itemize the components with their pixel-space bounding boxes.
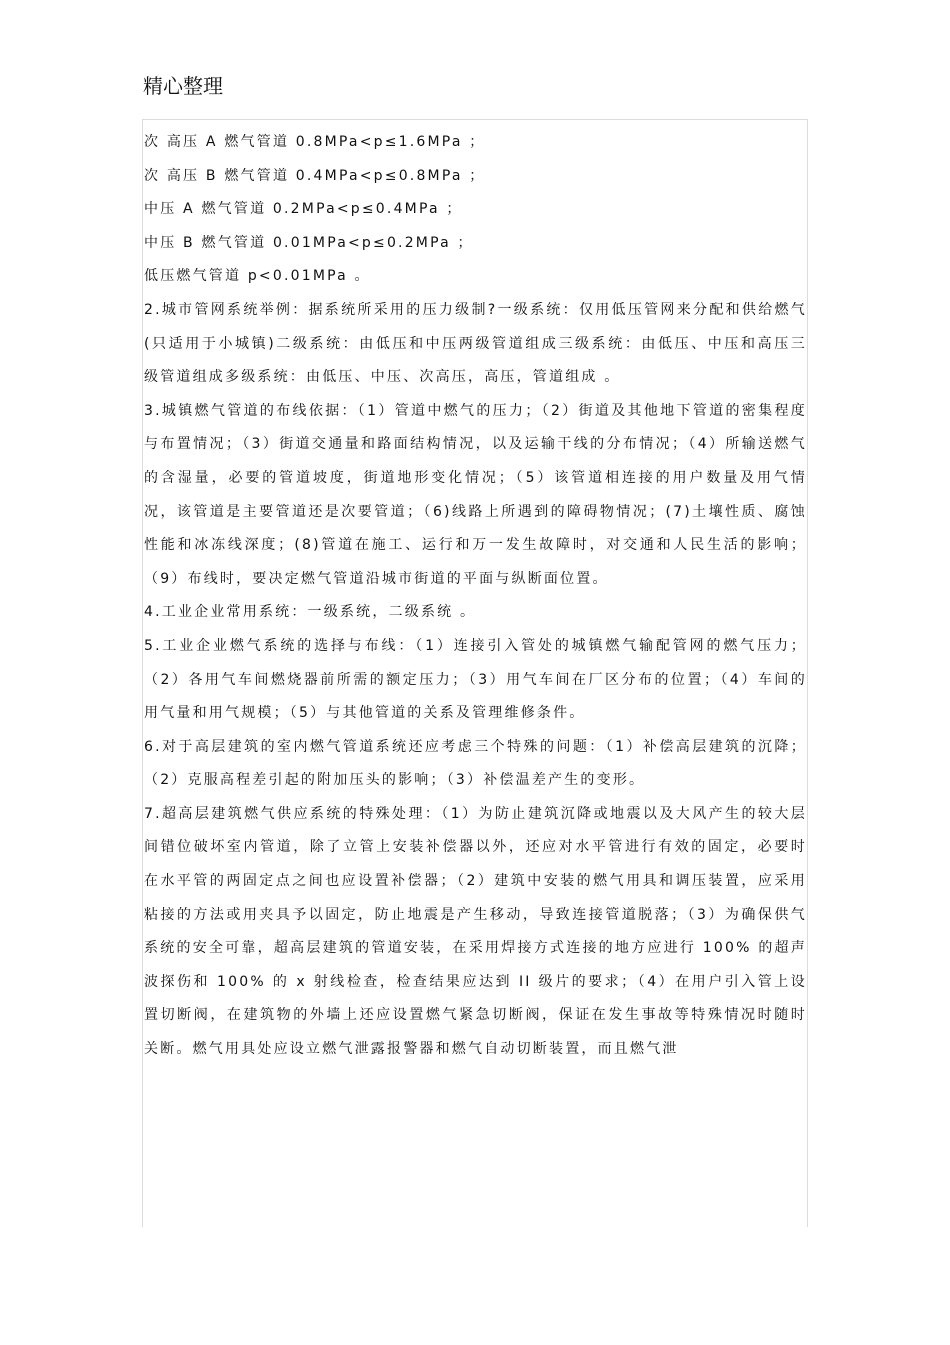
paragraph-3-routing-basis: 3.城镇燃气管道的布线依据：（1）管道中燃气的压力；（2）街道及其他地下管道的密集程度与布置情况；（3）街道交通量和路面结构情况，以及运输干线的分布情况；（4）所输送燃气的含湿量，必要的管道坡度，街道地形变化情况；（5）该管道相连接的用户数量及用气情况，该管道是主要管道还是次要管道；（6)线路上所遇到的障碍物情况；(7)土壤性质、腐蚀性能和冰冻线深度；(8)管道在施工、运行和万一发生故障时，对交通和人民生活的影响；（9）布线时，要决定燃气管道沿城市街道的平面与纵断面位置。 <box>144 402 807 587</box>
paragraph-5-industrial-selection: 5.工业企业燃气系统的选择与布线：（1）连接引入管处的城镇燃气输配管网的燃气压力；（2）各用气车间燃烧器前所需的额定压力；（3）用气车间在厂区分布的位置；（4）车间的用气量和用气规模；（5）与其他管道的关系及管理维修条件。 <box>144 637 807 722</box>
document-content <box>143 120 807 1067</box>
pressure-line-4: 中压 B 燃气管道 0.01MPa<p≤0.2MPa ； <box>144 234 474 251</box>
paragraph-7-super-high-rise: 7.超高层建筑燃气供应系统的特殊处理：（1）为防止建筑沉降或地震以及大风产生的较大层间错位破坏室内管道，除了立管上安装补偿器以外，还应对水平管进行有效的固定，必要时在水平管的两固定点之间也应设置补偿器；（2）建筑中安装的燃气用具和调压装置，应采用粘接的方法或用夹具予以固定，防止地震是产生移动，导致连接管道脱落；（3）为确保供气系统的安全可靠，超高层建筑的管道安装，在采用焊接方式连接的地方应进行 100% 的超声波探伤和 100% 的 x 射线检查，检查结果应达到 II 级片的要求；（4）在用户引入管上设置切断阀，在建筑物的外墙上还应设置燃气紧急切断阀，保证在发生事故等特殊情况时随时关断。燃气用具处应设立燃气泄露报警器和燃气自动切断装置，而且燃气泄 <box>144 805 807 1058</box>
pressure-line-1: 次 高压 A 燃气管道 0.8MPa<p≤1.6MPa ； <box>144 134 486 150</box>
pressure-line-5: 低压燃气管道 p<0.01MPa 。 <box>144 268 371 285</box>
pressure-line-2: 次 高压 B 燃气管道 0.4MPa<p≤0.8MPa ； <box>144 167 486 184</box>
page-header-title: 精心整理 <box>143 74 223 98</box>
paragraph-6-high-rise-issues: 6.对于高层建筑的室内燃气管道系统还应考虑三个特殊的问题：（1）补偿高层建筑的沉降；（2）克服高程差引起的附加压头的影响；（3）补偿温差产生的变形。 <box>144 738 807 789</box>
pressure-line-3: 中压 A 燃气管道 0.2MPa<p≤0.4MPa ； <box>144 201 463 218</box>
document-text-box <box>142 119 808 1227</box>
paragraph-2-network-examples: 2.城市管网系统举例：据系统所采用的压力级制?一级系统：仅用低压管网来分配和供给燃气(只适用于小城镇)二级系统：由低压和中压两级管道组成三级系统：由低压、中压和高压三级管道组成多级系统：由低压、中压、次高压，高压，管道组成 。 <box>144 301 807 386</box>
paragraph-4-industrial-systems: 4.工业企业常用系统：一级系统，二级系统 。 <box>144 604 477 621</box>
